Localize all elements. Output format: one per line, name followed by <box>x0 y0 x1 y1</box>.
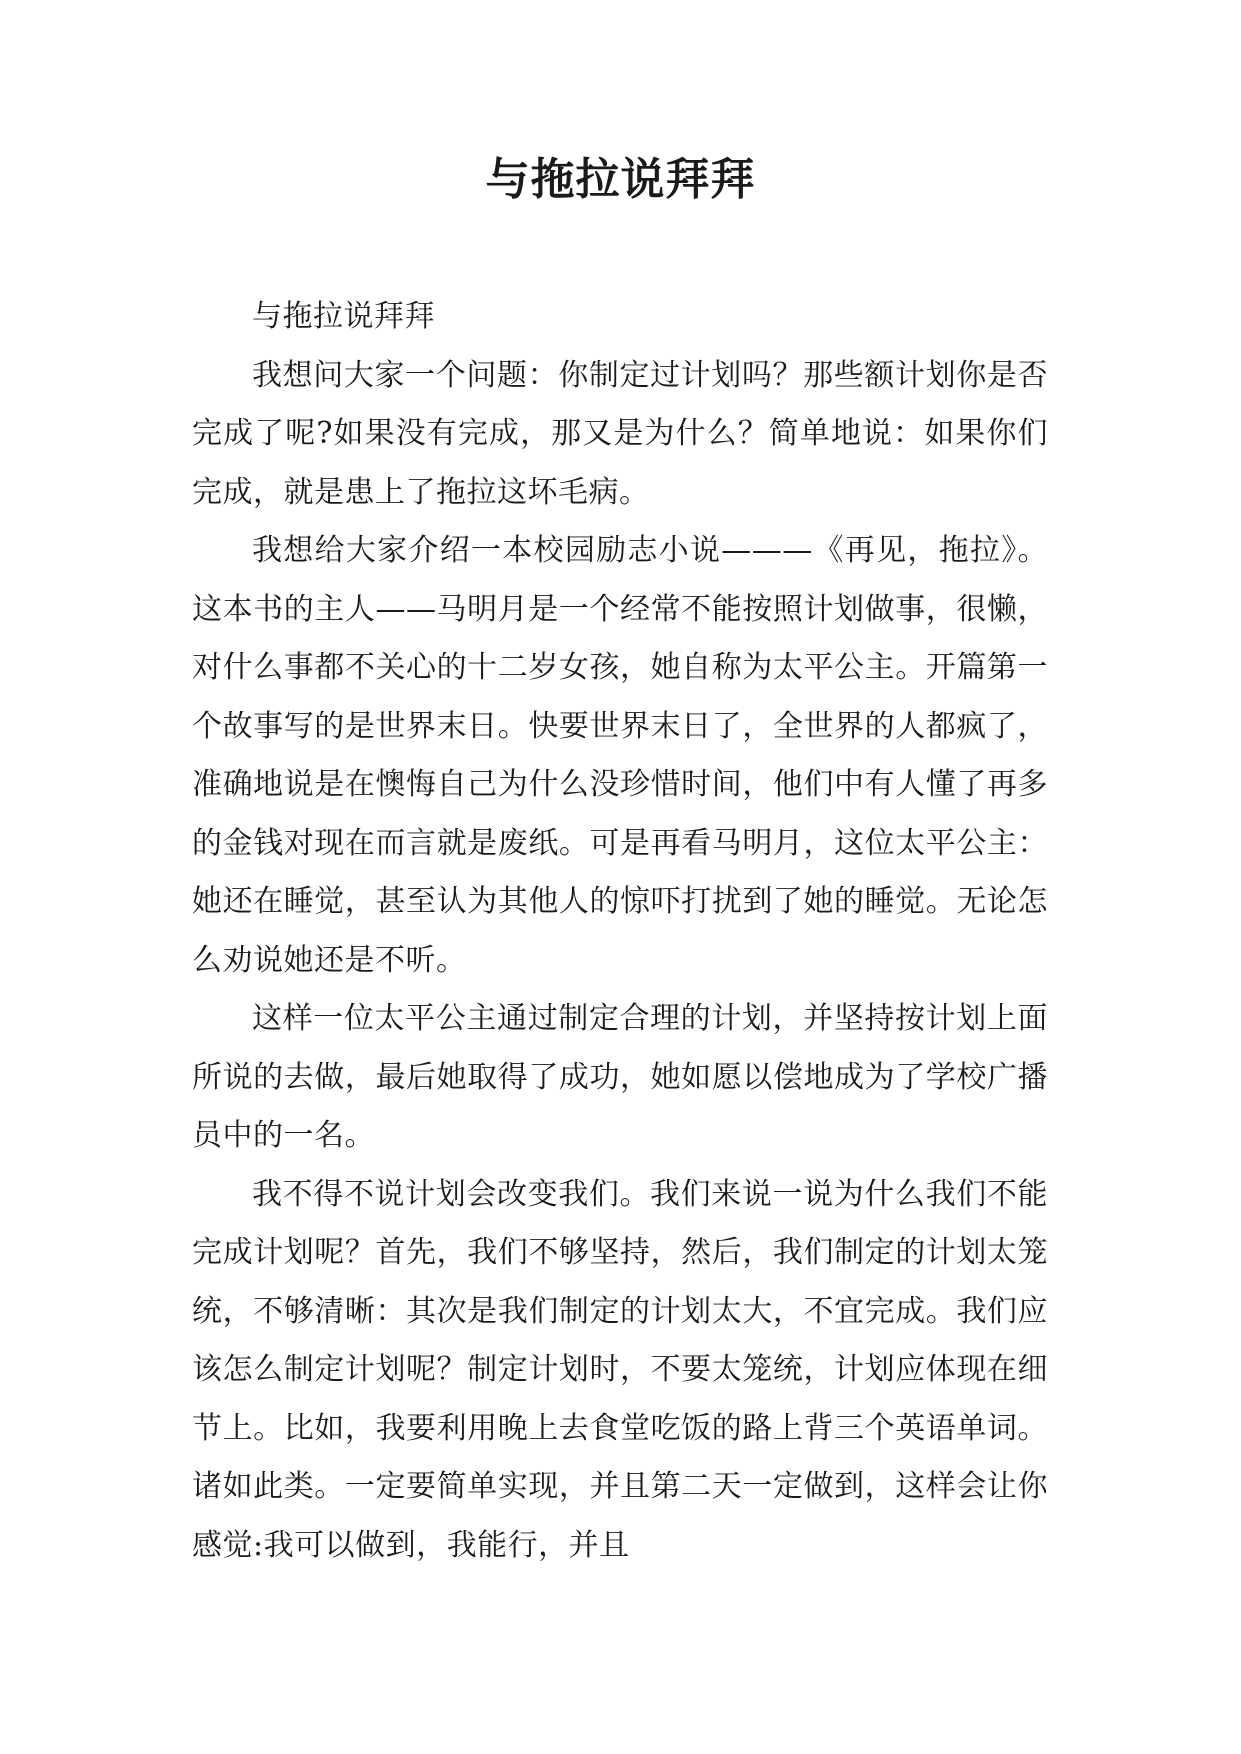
paragraph-book-intro: 我想给大家介绍一本校园励志小说———《再见，拖拉》。这本书的主人——马明月是一个经常不能按照计划做事，很懒，对什么事都不关心的十二岁女孩，她自称为太平公主。开篇第一个故事写的是世界末日。快要世界末日了，全世界的人都疯了，准确地说是在懊悔自己为什么没珍惜时间，他们中有人懂了再多的金钱对现在而言就是废纸。可是再看马明月，这位太平公主：她还在睡觉，甚至认为其他人的惊吓打扰到了她的睡觉。无论怎么劝说她还是不听。 <box>192 533 1048 978</box>
document-body <box>192 288 1048 1575</box>
paragraph-subtitle: 与拖拉说拜拜 <box>252 299 435 334</box>
paragraph-success: 这样一位太平公主通过制定合理的计划，并坚持按计划上面所说的去做，最后她取得了成功，她如愿以偿地成为了学校广播员中的一名。 <box>192 1001 1048 1153</box>
paragraph-planning: 我不得不说计划会改变我们。我们来说一说为什么我们不能完成计划呢？首先，我们不够坚持，然后，我们制定的计划太笼统，不够清晰：其次是我们制定的计划太大，不宜完成。我们应该怎么制定计划呢？制定计划时，不要太笼统，计划应体现在细节上。比如，我要利用晚上去食堂吃饭的路上背三个英语单词。诸如此类。一定要简单实现，并且第二天一定做到，这样会让你感觉:我可以做到，我能行，并且 <box>192 1176 1048 1563</box>
paragraph-question: 我想问大家一个问题：你制定过计划吗？那些额计划你是否完成了呢?如果没有完成，那又是为什么？简单地说：如果你们完成，就是患上了拖拉这坏毛病。 <box>192 357 1048 510</box>
document-title: 与拖拉说拜拜 <box>485 154 756 205</box>
